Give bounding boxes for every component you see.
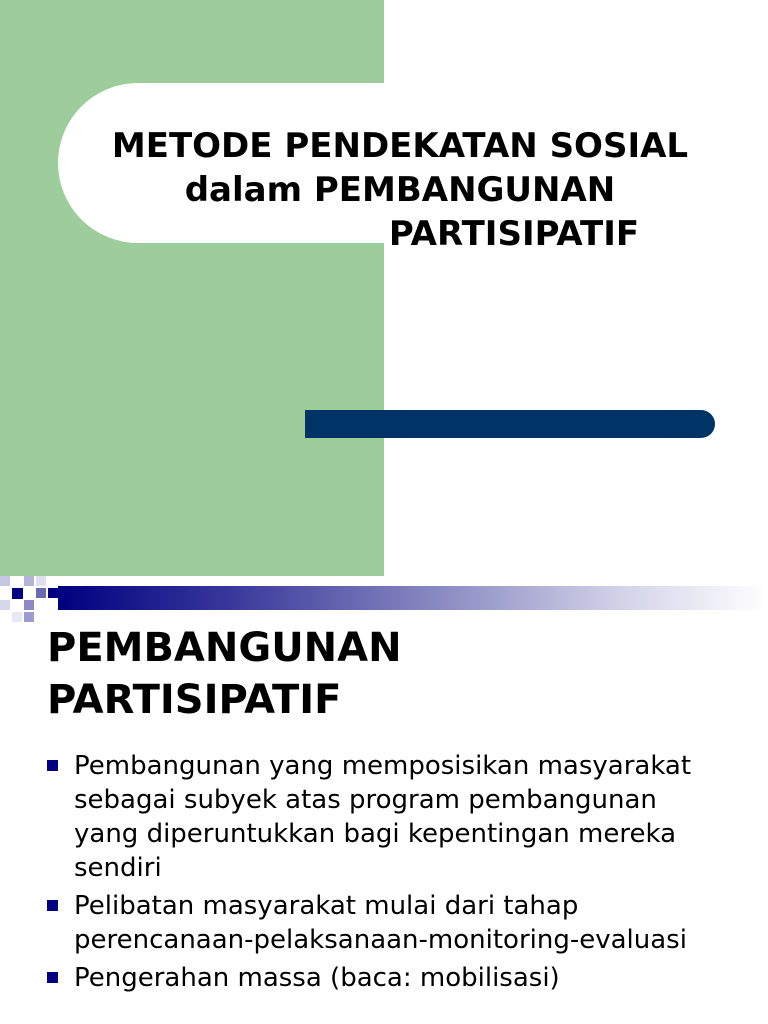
accent-bar	[305, 410, 715, 438]
bullet-item	[47, 889, 747, 957]
slide-title-line: PARTISIPATIF	[388, 214, 640, 254]
slide-title	[66, 124, 734, 256]
slide-title-line: dalam PEMBANGUNAN	[184, 170, 616, 210]
bullet-item	[47, 749, 747, 885]
bullet-list	[47, 749, 747, 999]
bullet-item	[47, 961, 747, 995]
content-slide	[0, 576, 768, 1024]
bullet-text: Pembangunan yang memposisikan masyarakat sebagai subyek atas program pembangunan yang diperuntukkan bagi kepentingan mereka sendiri	[74, 751, 692, 883]
bullet-text: Pelibatan masyarakat mulai dari tahap perencanaan-pelaksanaan-monitoring-evaluasi	[74, 891, 687, 955]
content-title	[47, 622, 402, 726]
bullet-text: Pengerahan massa (baca: mobilisasi)	[74, 963, 560, 993]
square-bullet-icon	[47, 972, 58, 983]
slide-title-line: METODE PENDEKATAN SOSIAL	[111, 126, 689, 166]
square-bullet-icon	[47, 900, 58, 911]
checker-squares-decoration	[0, 576, 64, 624]
content-title-line: PEMBANGUNAN	[47, 625, 402, 671]
header-gradient-bar	[58, 586, 768, 610]
square-bullet-icon	[47, 760, 58, 771]
content-title-line: PARTISIPATIF	[47, 677, 342, 723]
